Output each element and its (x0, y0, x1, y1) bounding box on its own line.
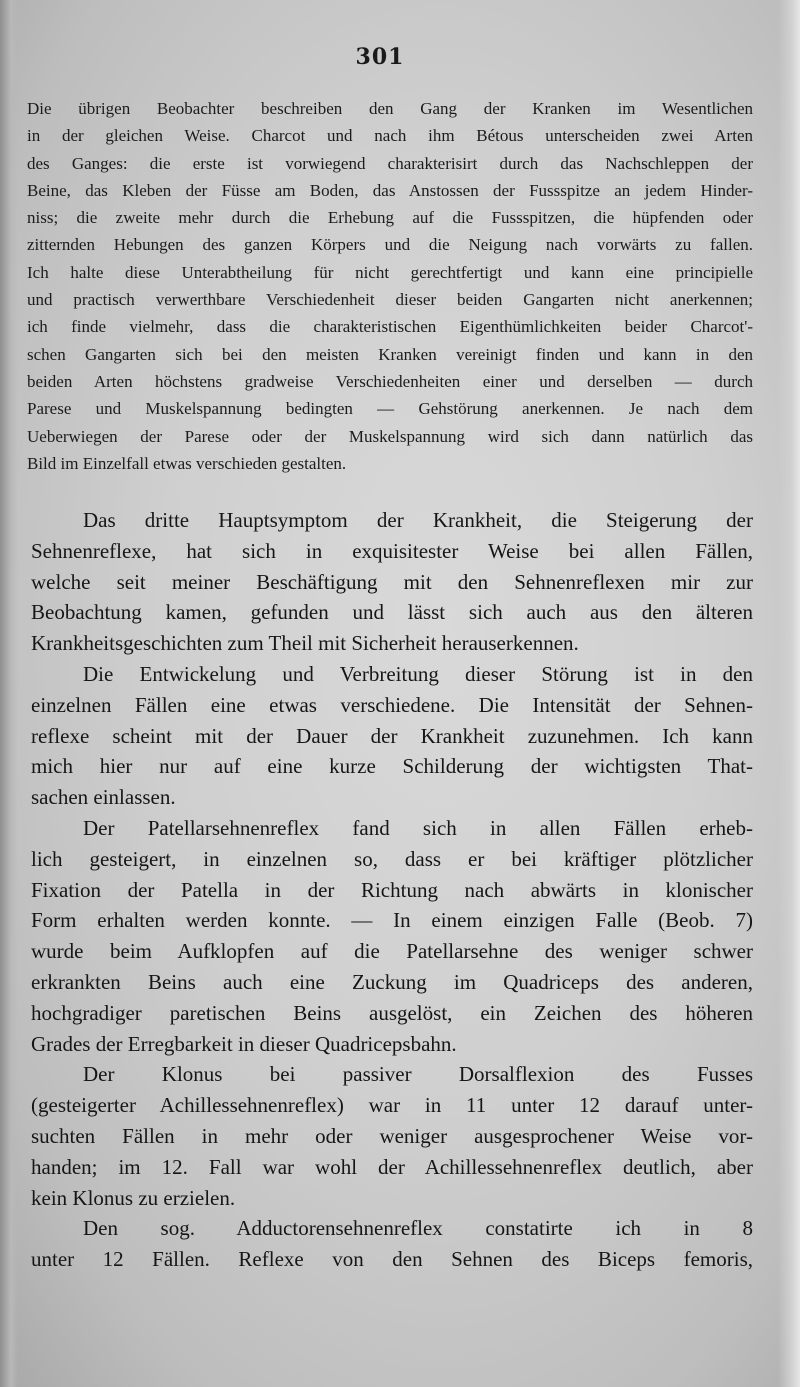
text-line: ich finde vielmehr, dass die charakteristischen Eigenthümlichkeiten beider Charcot'- (27, 317, 753, 337)
text-line: hochgradiger paretischen Beins ausgelöst, ein Zeichen des höheren (31, 1000, 753, 1025)
text-line: Fixation der Patella in der Richtung nach abwärts in klonischer (31, 877, 753, 902)
text-line: (gesteigerter Achillessehnenreflex) war in 11 unter 12 darauf unter- (31, 1093, 753, 1118)
text-line: Form erhalten werden konnte. — In einem einzigen Falle (Beob. 7) (31, 908, 753, 933)
text-line: unter 12 Fällen. Reflexe von den Sehnen des Biceps femoris, (31, 1247, 753, 1272)
text-line: reflexe scheint mit der Dauer der Krankheit zuzunehmen. Ich kann (31, 723, 753, 748)
text-line: schen Gangarten sich bei den meisten Kranken vereinigt finden und kann in den (27, 344, 753, 364)
paragraph-adductorensehnenreflex (31, 1213, 753, 1275)
main-body-text (31, 505, 753, 1275)
text-line: Das dritte Hauptsymptom der Krankheit, die Steigerung der (83, 508, 753, 532)
paragraph-klonus (31, 1059, 753, 1213)
text-line: beiden Arten höchstens gradweise Verschiedenheiten einer und derselben — durch (27, 371, 753, 391)
text-line: Beine, das Kleben der Füsse am Boden, das Anstossen der Fussspitze an jedem Hinder- (27, 180, 753, 200)
page-binding-shadow (0, 0, 18, 1387)
text-line: Beobachtung kamen, gefunden und lässt sich auch aus den älteren (31, 600, 753, 625)
text-line: kein Klonus zu erzielen. (31, 1185, 236, 1210)
text-line: Ueberwiegen der Parese oder der Muskelspannung wird sich dann natürlich das (27, 426, 753, 446)
small-print-paragraph (27, 95, 753, 477)
text-line: Krankheitsgeschichten zum Theil mit Sicherheit herauserkennen. (31, 631, 579, 656)
text-line: sachen einlassen. (31, 785, 176, 810)
text-line: und practisch verwerthbare Verschiedenheit dieser beiden Gangarten nicht anerkennen; (27, 290, 753, 310)
text-line: Den sog. Adductorensehnenreflex constatirte ich in 8 (83, 1216, 753, 1241)
text-line: wurde beim Aufklopfen auf die Patellarsehne des weniger schwer (31, 939, 753, 964)
paragraph-steigerung (31, 505, 753, 659)
text-line: Sehnenreflexe, hat sich in exquisitester Weise bei allen Fällen, (31, 538, 753, 563)
text-line: lich gesteigert, in einzelnen so, dass er bei kräftiger plötzlicher (31, 846, 753, 871)
text-line: erkrankten Beins auch eine Zuckung im Quadriceps des anderen, (31, 969, 753, 994)
text-line: Bild im Einzelfall etwas verschieden gestalten. (27, 453, 347, 473)
text-line: Die Entwickelung und Verbreitung dieser Störung ist in den (83, 661, 753, 686)
page-number: 301 (355, 44, 405, 70)
text-line: des Ganges: die erste ist vorwiegend charakterisirt durch das Nachschleppen der (27, 153, 753, 173)
text-line: einzelnen Fällen eine etwas verschiedene. Die Intensität der Sehnen- (31, 692, 753, 717)
text-line: Der Patellarsehnenreflex fand sich in allen Fällen erheb- (83, 815, 753, 840)
text-line: Parese und Muskelspannung bedingten — Gehstörung anerkennen. Je nach dem (27, 399, 753, 419)
paragraph-entwickelung (31, 659, 753, 813)
text-line: suchten Fällen in mehr oder weniger ausgesprochener Weise vor- (31, 1123, 753, 1148)
text-line: handen; im 12. Fall war wohl der Achillessehnenreflex deutlich, aber (31, 1154, 753, 1179)
text-line: Der Klonus bei passiver Dorsalflexion des Fusses (83, 1062, 753, 1087)
page-outer-edge (778, 0, 800, 1387)
text-line: mich hier nur auf eine kurze Schilderung der wichtigsten That- (31, 754, 753, 779)
text-line: in der gleichen Weise. Charcot und nach ihm Bétous unterscheiden zwei Arten (27, 126, 753, 146)
text-line: welche seit meiner Beschäftigung mit den Sehnenreflexen mir zur (31, 569, 753, 594)
text-line: niss; die zweite mehr durch die Erhebung auf die Fussspitzen, die hüpfenden oder (27, 208, 753, 228)
text-line: Die übrigen Beobachter beschreiben den Gang der Kranken im Wesentlichen (27, 99, 753, 118)
text-line: zitternden Hebungen des ganzen Körpers und die Neigung nach vorwärts zu fallen. (27, 235, 753, 255)
paragraph-patellarsehnenreflex (31, 813, 753, 1059)
text-line: Grades der Erregbarkeit in dieser Quadricepsbahn. (31, 1031, 457, 1056)
text-line: Ich halte diese Unterabtheilung für nicht gerechtfertigt und kann eine principielle (27, 262, 753, 282)
